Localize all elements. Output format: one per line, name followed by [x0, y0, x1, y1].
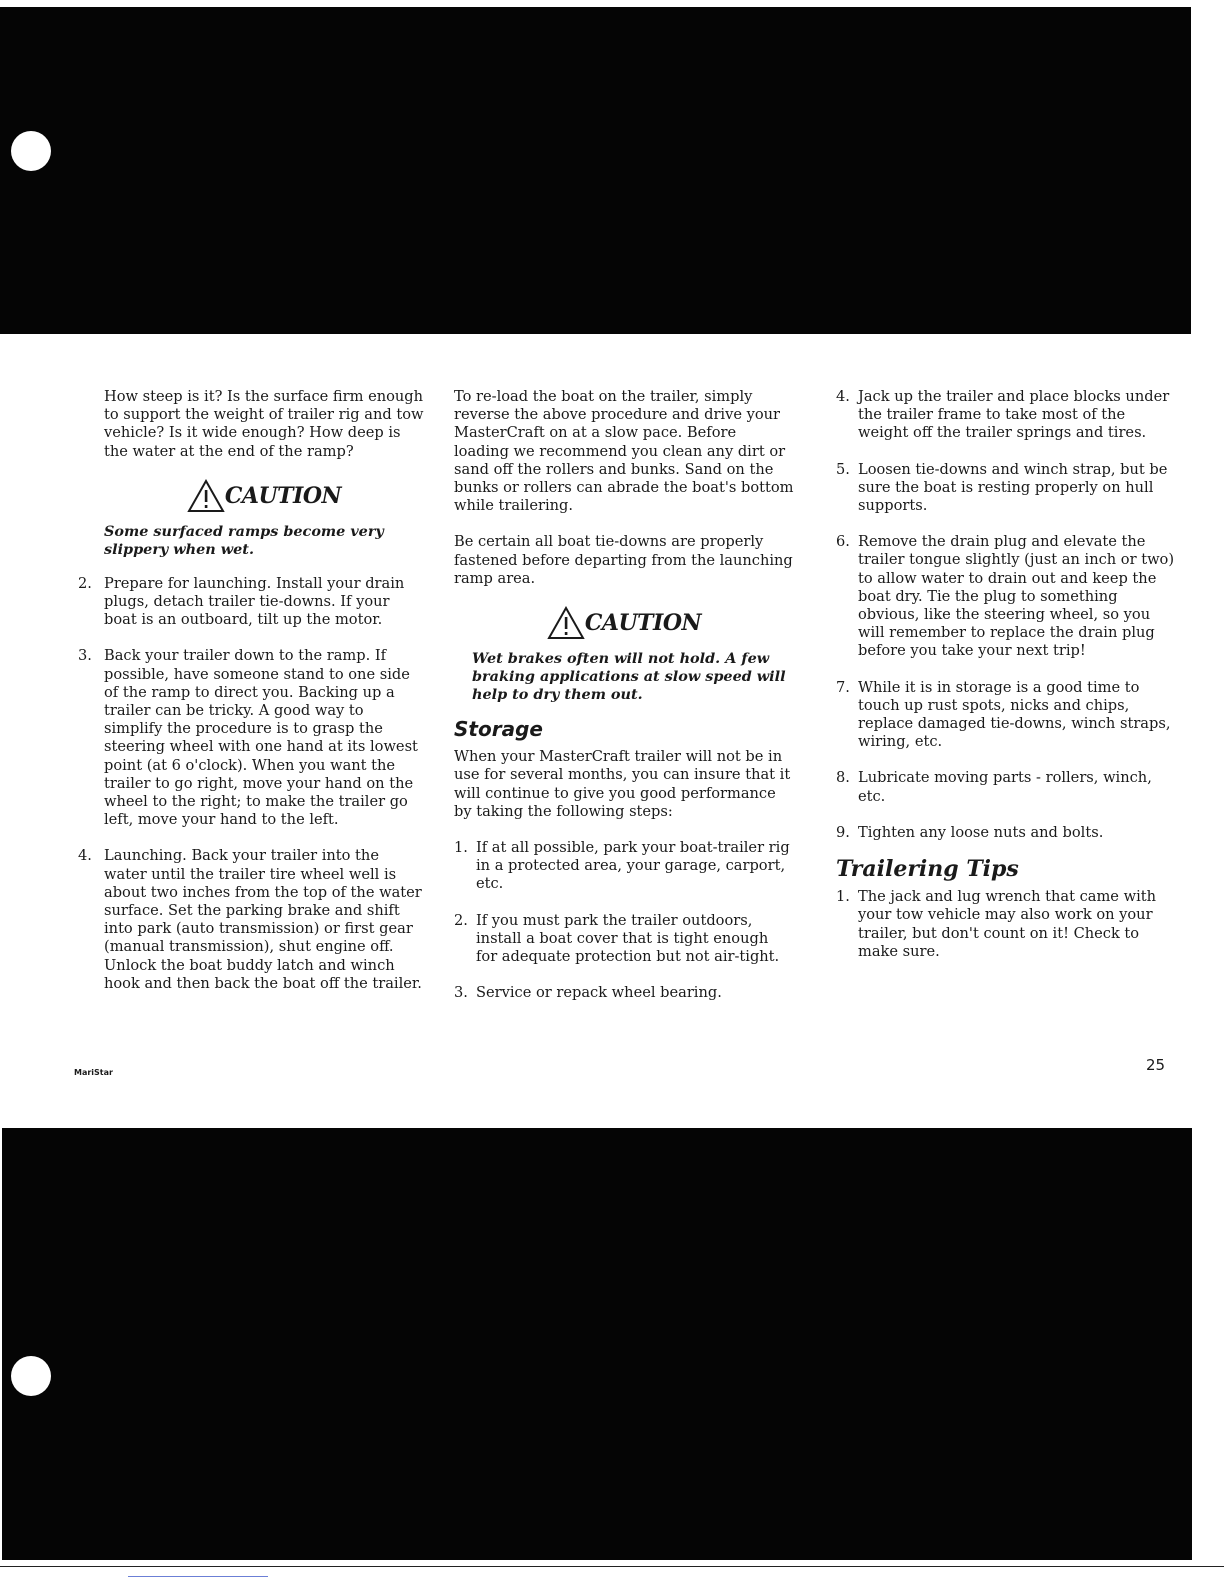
scan-dark-band-top — [0, 7, 1191, 334]
scan-dark-band-bottom — [2, 1128, 1192, 1560]
item-text: Back your trailer down to the ramp. If possible, have someone stand to one side of the ramp to direct you. Backing up a trailer can be tricky. A good way to simplify the procedure is to grasp the steering wheel with one hand at its lowest point (at 6 o'clock). When you want the trailer to go right, move your hand on the wheel to the right; to make the trailer go left, move your hand to the left. — [104, 647, 418, 829]
item-text: Loosen tie-downs and winch strap, but be sure the boat is resting properly on hull supports. — [858, 460, 1168, 515]
footer-logo: MariStar — [74, 1068, 113, 1077]
item-text: Launching. Back your trailer into the water until the trailer tire wheel well is about two inches from the top of the water surface. Set the parking brake and shift into park (auto transmission) or first gear (manual transmission), shut engine off. Unlock the boat buddy latch and winch hook and then back the boat off the trailer. — [104, 847, 422, 992]
item-text: Lubricate moving parts - rollers, winch, etc. — [858, 769, 1152, 805]
item-number: 3. — [454, 984, 468, 1002]
caution-note: Some surfaced ramps become very slippery when wet. — [104, 522, 384, 558]
page-number: 25 — [1146, 1056, 1166, 1074]
item-number: 2. — [78, 574, 92, 592]
column-middle — [454, 388, 794, 1020]
item-text: Tighten any loose nuts and bolts. — [858, 823, 1104, 841]
list-item — [836, 679, 1176, 752]
item-number: 1. — [836, 888, 850, 906]
item-number: 5. — [836, 460, 850, 478]
page-bottom-rule — [0, 1566, 1224, 1567]
item-text: The jack and lug wrench that came with your tow vehicle may also work on your trailer, but don't count on it! Check to make sure. — [858, 888, 1157, 960]
item-number: 2. — [454, 911, 468, 929]
list-item — [836, 824, 1176, 842]
item-text: While it is in storage is a good time to touch up rust spots, nicks and chips, replace damaged tie-downs, winch straps, wiring, etc. — [858, 678, 1171, 751]
storage-heading: Storage — [454, 717, 543, 742]
list-item — [836, 461, 1176, 516]
storage-intro: When your MasterCraft trailer will not be in use for several months, you can insure that it will continue to give you good performance by taking the following steps: — [454, 748, 791, 820]
list-item — [836, 533, 1176, 660]
column-right — [836, 388, 1176, 979]
item-text: If you must park the trailer outdoors, install a boat cover that is tight enough for adequate protection but not air-tight. — [476, 911, 780, 966]
list-item — [454, 984, 794, 1002]
column-left — [78, 388, 424, 1011]
list-item — [78, 647, 424, 829]
reload-paragraph: To re-load the boat on the trailer, simply reverse the above procedure and drive your MasterCraft on at a slow pace. Before loading we recommend you clean any dirt or sand off the rollers and bunks. Sand on the bunks or rollers can abrade the boat's bottom while trailering. — [454, 388, 794, 515]
list-item — [836, 888, 1176, 961]
list-item — [836, 769, 1176, 805]
list-item — [454, 912, 794, 967]
punch-hole-top — [11, 131, 51, 171]
caution-block — [104, 479, 424, 513]
trailering-tips-heading: Trailering Tips — [836, 856, 1019, 883]
item-text: If at all possible, park your boat-trailer rig in a protected area, your garage, carport, etc. — [476, 839, 790, 893]
warning-triangle-icon — [547, 606, 585, 640]
item-number: 9. — [836, 823, 850, 841]
intro-paragraph: How steep is it? Is the surface firm enough to support the weight of trailer rig and tow vehicle? Is it wide enough? How deep is the water at the end of the ramp? — [104, 388, 424, 460]
list-item — [78, 575, 424, 630]
caution-note: Wet brakes often will not hold. A few braking applications at slow speed will help to dry them out. — [472, 650, 786, 704]
caution-label: CAUTION — [584, 609, 702, 636]
item-number: 7. — [836, 678, 850, 696]
warning-triangle-icon — [187, 479, 225, 513]
item-text: Jack up the trailer and place blocks under the trailer frame to take most of the weight off the trailer springs and tires. — [858, 388, 1170, 442]
list-item — [836, 388, 1176, 443]
item-number: 1. — [454, 839, 468, 857]
item-number: 8. — [836, 769, 850, 787]
item-text: Prepare for launching. Install your drain plugs, detach trailer tie-downs. If your boat is an outboard, tilt up the motor. — [104, 574, 405, 629]
caution-label: CAUTION — [224, 482, 342, 509]
caution-block — [454, 606, 794, 640]
punch-hole-bottom — [11, 1356, 51, 1396]
list-item — [454, 839, 794, 894]
item-number: 4. — [78, 847, 92, 865]
item-text: Remove the drain plug and elevate the trailer tongue slightly (just an inch or two) to allow water to drain out and keep the boat dry. Tie the plug to something obvious, like the steering wheel, so you will remember to replace the drain plug before you take your next trip! — [858, 533, 1175, 660]
item-number: 4. — [836, 388, 850, 405]
bottom-blue-rule — [128, 1576, 268, 1577]
item-number: 3. — [78, 647, 92, 665]
list-item — [78, 847, 424, 993]
item-number: 6. — [836, 533, 850, 551]
item-text: Service or repack wheel bearing. — [476, 984, 722, 1002]
tie-down-paragraph: Be certain all boat tie-downs are properly fastened before departing from the launching ramp area. — [454, 533, 793, 587]
